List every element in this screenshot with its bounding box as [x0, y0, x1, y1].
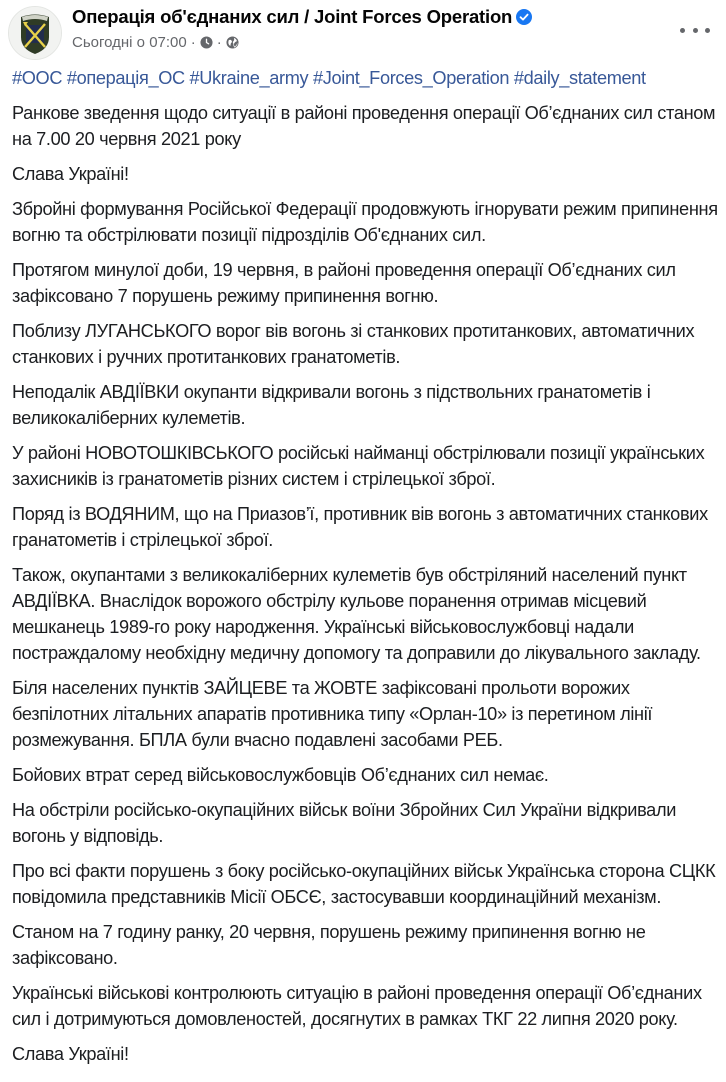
- page-avatar[interactable]: [8, 6, 62, 60]
- clock-icon: [200, 36, 213, 49]
- post-paragraph: Українські військові контролюють ситуацію в районі проведення операції Об’єднаних сил і дотримуються домовленостей, досягнутих в рамках ТКГ 22 липня 2020 року.: [12, 983, 702, 1029]
- hashtag-link[interactable]: #операція_ОС: [66, 68, 185, 88]
- post-paragraph: Слава Україні!: [12, 164, 129, 184]
- hashtag-link[interactable]: #ООС: [12, 68, 63, 88]
- meta-separator: ·: [216, 34, 222, 51]
- more-horizontal-icon: [680, 28, 685, 33]
- post-paragraph: Станом на 7 годину ранку, 20 червня, порушень режиму припинення вогню не зафіксовано.: [12, 922, 646, 968]
- post-paragraph: Збройні формування Російської Федерації продовжують ігнорувати режим припинення вогню та обстрілювати позиції підрозділів Об'єднаних сил.: [12, 199, 718, 245]
- page-name[interactable]: Операція об'єднаних сил / Joint Forces Operation: [72, 6, 513, 27]
- post-paragraph: Протягом минулої доби, 19 червня, в районі проведення операції Об’єднаних сил зафіксовано 7 порушень режиму припинення вогню.: [12, 260, 676, 306]
- page-name-link[interactable]: [72, 6, 532, 30]
- post-paragraph: Ранкове зведення щодо ситуації в районі проведення операції Об’єднаних сил станом на 7.00 20 червня 2021 року: [12, 103, 716, 149]
- hashtag-link[interactable]: #Ukraine_army: [189, 68, 309, 88]
- more-horizontal-icon: [705, 28, 710, 33]
- post-paragraph: На обстріли російсько-окупаційних військ воїни Збройних Сил України відкривали вогонь у відповідь.: [12, 800, 677, 846]
- more-horizontal-icon: [693, 28, 698, 33]
- hashtag-list: [12, 65, 718, 91]
- hashtag-link[interactable]: #daily_statement: [513, 68, 646, 88]
- post-meta: [72, 34, 239, 51]
- post-paragraph: У районі НОВОТОШКІВСЬКОГО російські найманці обстрілювали позиції українських захисників із гранатометів різних систем і стрілецької зброї.: [12, 443, 705, 489]
- jfo-emblem-icon: [9, 7, 61, 59]
- post-paragraph: Бойових втрат серед військовослужбовців Об’єднаних сил немає.: [12, 765, 549, 785]
- post-paragraph: Поряд із ВОДЯНИМ, що на Приазов’ї, противник вів вогонь з автоматичних станкових гранатометів і стрілецької зброї.: [12, 504, 708, 550]
- post-timestamp[interactable]: Сьогодні о 07:00: [72, 34, 187, 51]
- globe-icon[interactable]: [226, 36, 239, 49]
- post-paragraph: Поблизу ЛУГАНСЬКОГО ворог вів вогонь зі станкових протитанкових, автоматичних станкових і ручних протитанкових гранатометів.: [12, 321, 695, 367]
- post-paragraph: Слава Україні!: [12, 1044, 129, 1064]
- post-body: [12, 65, 718, 1076]
- post-paragraph: Також, окупантами з великокаліберних кулеметів був обстріляний населений пункт АВДІЇВКА. Внаслідок ворожого обстрілу кульове поранення отримав місцевий мешканець 1989-го року народження. Українські військовослужбовці надали постраждалому необхідну медичну допомогу та доправили до лікувального закладу.: [12, 565, 701, 663]
- post-paragraph: Неподалік АВДІЇВКИ окупанти відкривали вогонь з підствольних гранатометів і великокаліберних кулеметів.: [12, 382, 651, 428]
- post-paragraph: Біля населених пунктів ЗАЙЦЕВЕ та ЖОВТЕ зафіксовані прольоти ворожих безпілотних літальних апаратів противника типу «Орлан-10» із перетином лінії розмежування. БПЛА були вчасно подавлені засобами РЕБ.: [12, 678, 653, 750]
- hashtag-link[interactable]: #Joint_Forces_Operation: [312, 68, 510, 88]
- post-header: [0, 0, 726, 64]
- more-options-button[interactable]: [680, 22, 710, 38]
- post-paragraph: Про всі факти порушень з боку російсько-окупаційних військ Українська сторона СЦКК повідомила представників Місії ОБСЄ, застосувавши координаційний механізм.: [12, 861, 716, 907]
- meta-separator: ·: [190, 34, 196, 51]
- verified-badge-icon: [516, 8, 532, 30]
